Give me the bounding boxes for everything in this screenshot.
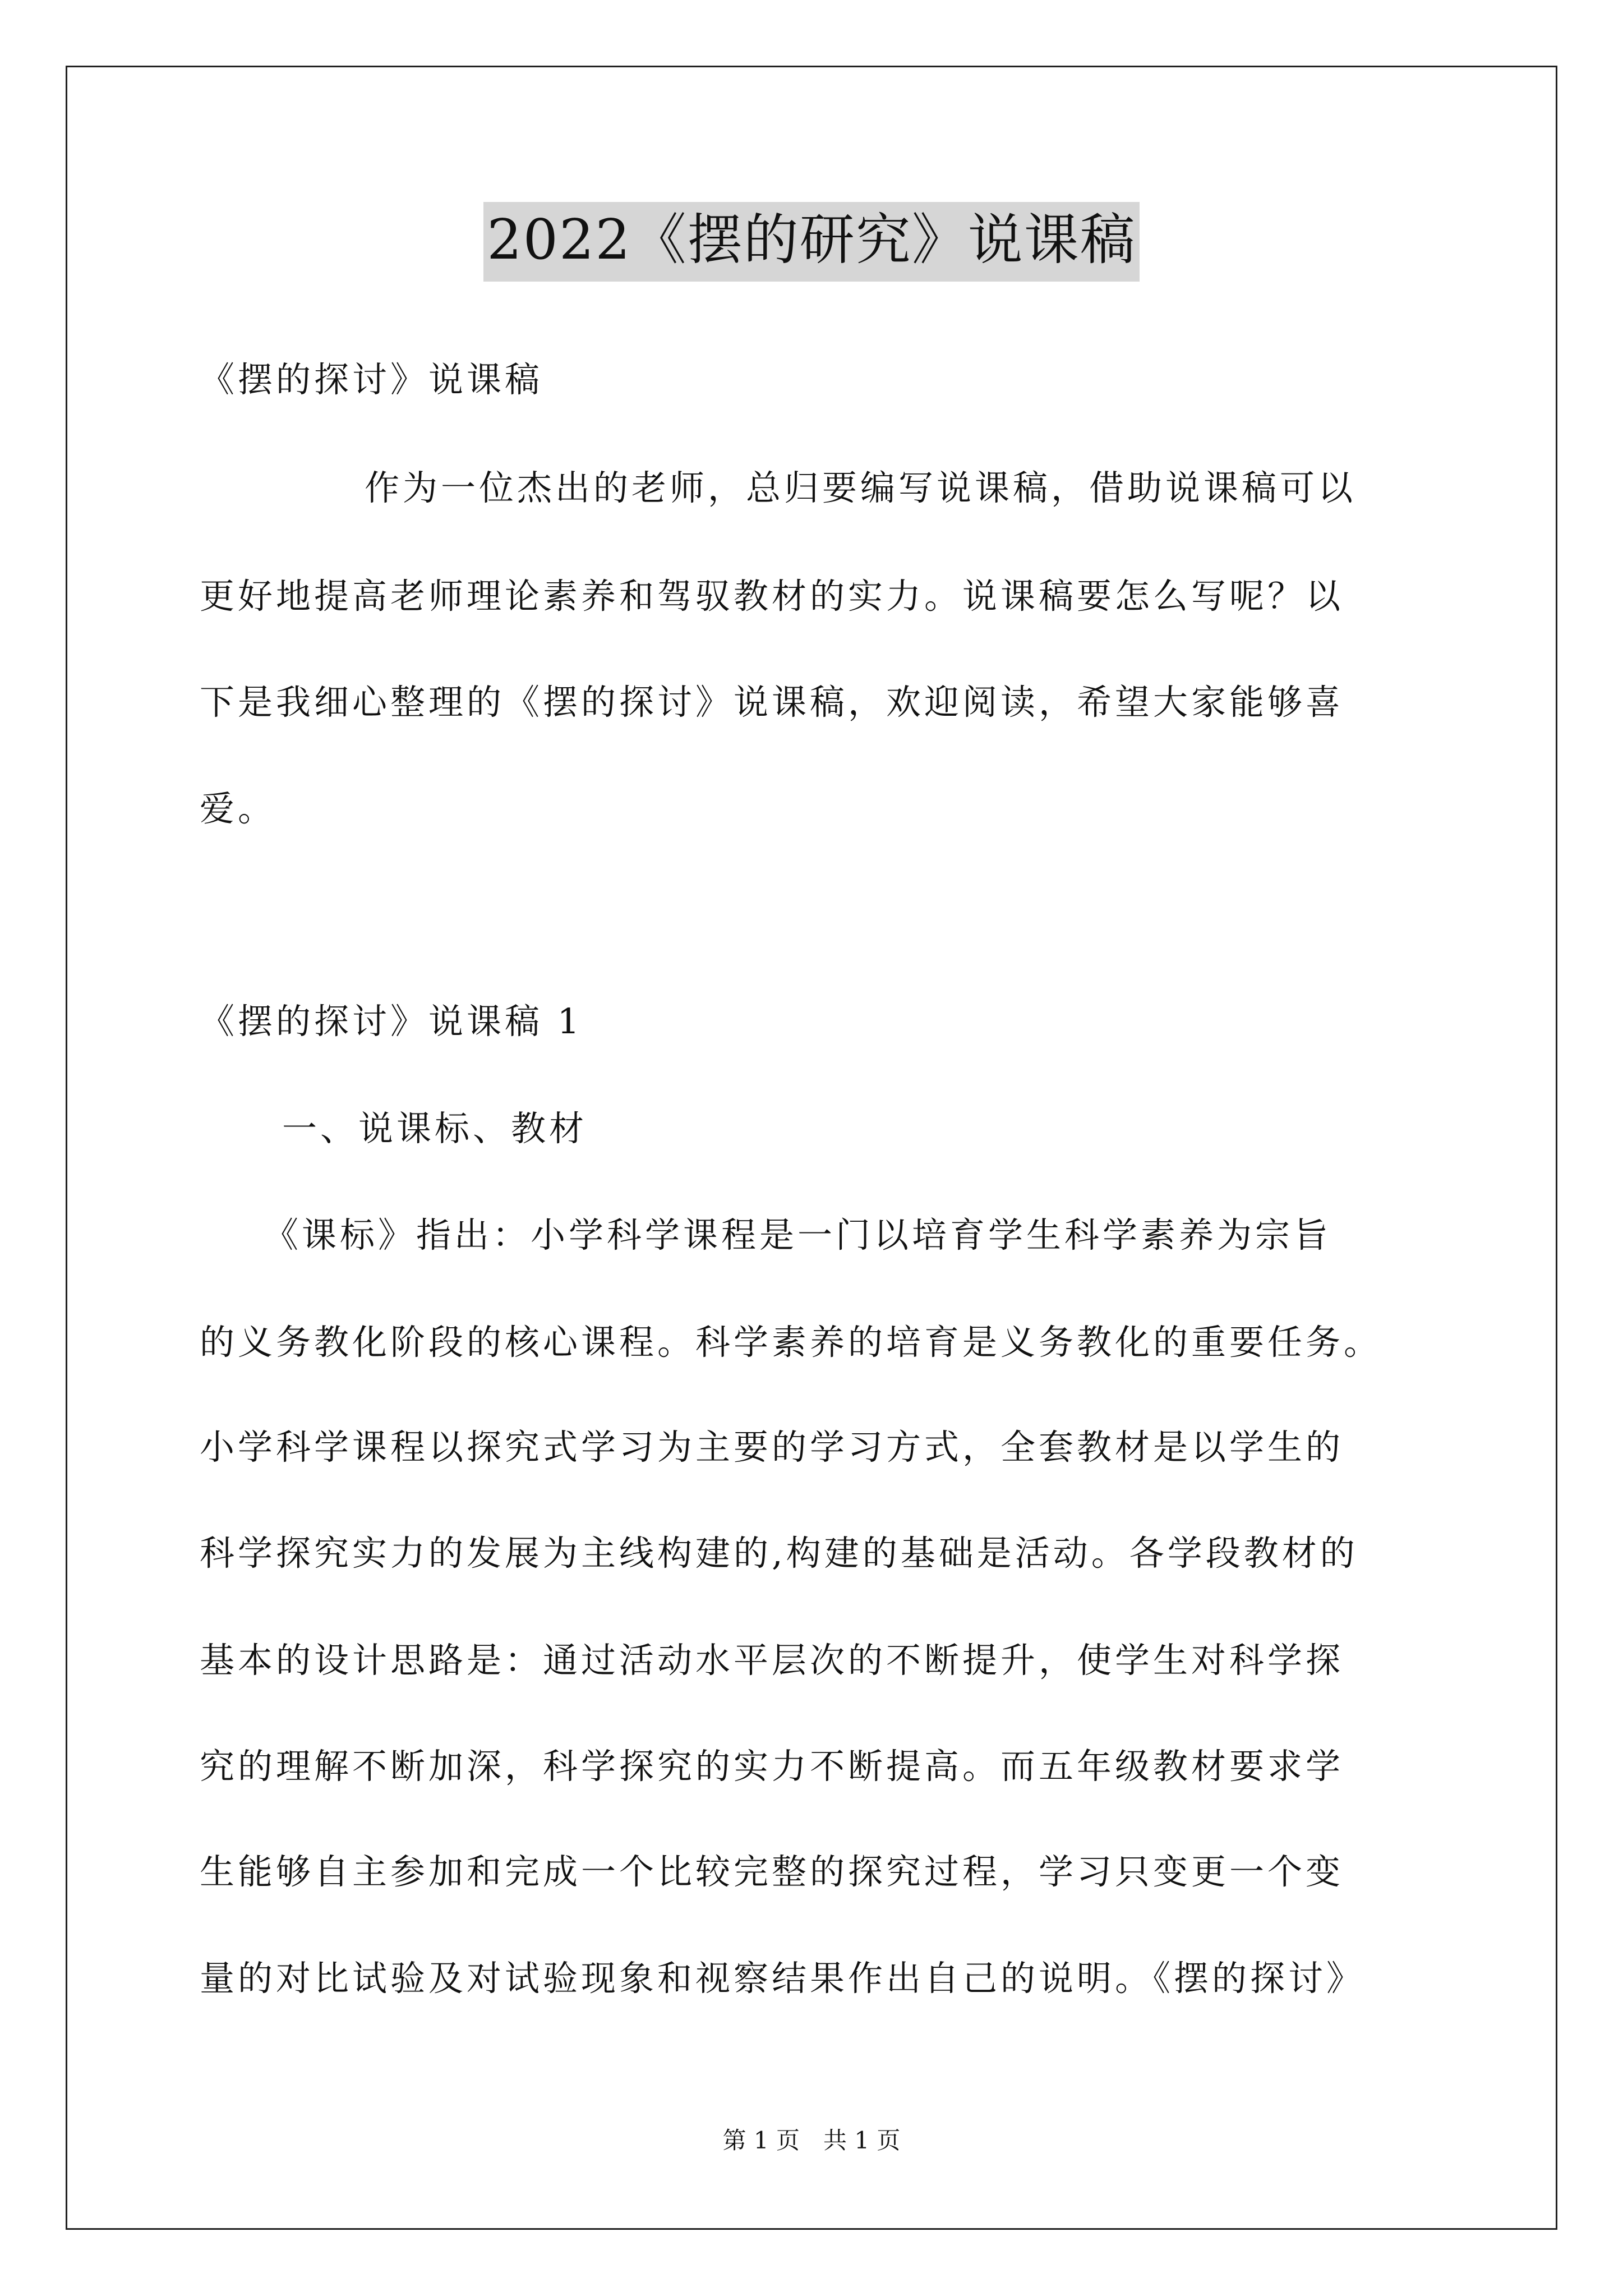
intro-line: 下是我细心整理的《摆的探讨》说课稿，欢迎阅读，希望大家能够喜 (200, 682, 1344, 723)
body-line: 量的对比试验及对试验现象和视察结果作出自己的说明。《摆的探讨》 (200, 1958, 1365, 1999)
intro-line: 作为一位杰出的老师，总归要编写说课稿，借助说课稿可以 (365, 467, 1357, 508)
document-title: 2022《摆的研究》说课稿 (483, 202, 1139, 282)
intro-line: 爱。 (200, 788, 276, 829)
body-line: 科学探究实力的发展为主线构建的,构建的基础是活动。各学段教材的 (200, 1533, 1358, 1573)
body-line: 《课标》指出：小学科学课程是一门以培育学生科学素养为宗旨 (264, 1214, 1332, 1255)
body-line: 基本的设计思路是：通过活动水平层次的不断提升，使学生对科学探 (200, 1640, 1344, 1681)
body-line: 生能够自主参加和完成一个比较完整的探究过程，学习只变更一个变 (200, 1851, 1344, 1892)
title-container (0, 202, 1623, 282)
body-line: 小学科学课程以探究式学习为主要的学习方式，全套教材是以学生的 (200, 1427, 1344, 1467)
page-footer: 第 1 页 共 1 页 (722, 2127, 901, 2154)
section-heading: 《摆的探讨》说课稿 1 (200, 1001, 583, 1042)
subsection-heading: 一、说课标、教材 (282, 1108, 588, 1149)
body-line: 的义务教化阶段的核心课程。科学素养的培育是义务教化的重要任务。 (200, 1322, 1382, 1363)
intro-line: 更好地提高老师理论素养和驾驭教材的实力。说课稿要怎么写呢？以 (200, 576, 1344, 616)
body-line: 究的理解不断加深，科学探究的实力不断提高。而五年级教材要求学 (200, 1746, 1344, 1787)
intro-heading: 《摆的探讨》说课稿 (200, 359, 543, 400)
